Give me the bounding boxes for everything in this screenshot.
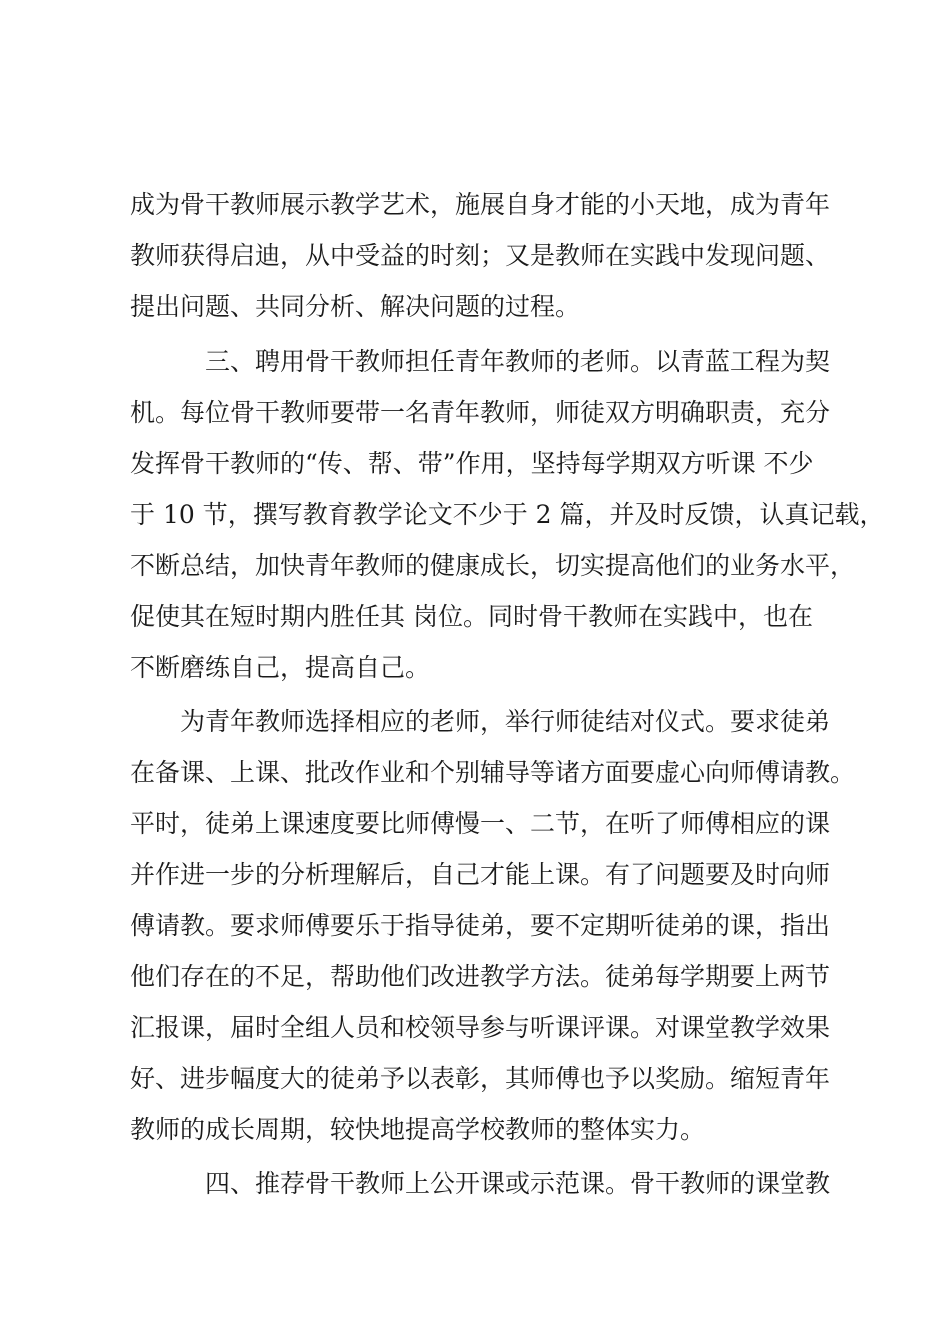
text-line: 傅请教。要求师傅要乐于指导徒弟，要不定期听徒弟的课，指出 xyxy=(130,911,831,940)
text-line: 不断磨练自己，提高自己。 xyxy=(130,653,431,682)
text-line: 他们存在的不足，帮助他们改进教学方法。徒弟每学期要上两节 xyxy=(130,962,831,991)
text-line: 成为骨干教师展示教学艺术，施展自身才能的小天地，成为青年 xyxy=(130,190,831,219)
text-line: 发挥骨干教师的“传、帮、带”作用，坚持每学期双方听课 不少 xyxy=(130,449,814,478)
text-line: 平时，徒弟上课速度要比师傅慢一、二节，在听了师傅相应的课 xyxy=(130,809,831,838)
text-line: 于 10 节，撰写教育教学论文不少于 2 篇，并及时反馈，认真记载， xyxy=(130,500,885,529)
text-line: 并作进一步的分析理解后，自己才能上课。有了问题要及时向师 xyxy=(130,860,831,889)
text-line: 提出问题、共同分析、解决问题的过程。 xyxy=(130,292,581,321)
text-line: 教师获得启迪，从中受益的时刻；又是教师在实践中发现问题、 xyxy=(130,241,831,270)
text-line: 机。每位骨干教师要带一名青年教师，师徒双方明确职责，充分 xyxy=(130,398,831,427)
text-line: 在备课、上课、批改作业和个别辅导等诸方面要虚心向师傅请教。 xyxy=(130,758,856,787)
text-line: 汇报课，届时全组人员和校领导参与听课评课。对课堂教学效果 xyxy=(130,1013,831,1042)
text-line: 教师的成长周期，较快地提高学校教师的整体实力。 xyxy=(130,1115,706,1144)
text-line: 促使其在短时期内胜任其 岗位。同时骨干教师在实践中，也在 xyxy=(130,602,813,631)
section-heading-line: 四、推荐骨干教师上公开课或示范课。骨干教师的课堂教 xyxy=(205,1169,831,1198)
paragraph-start-line: 为青年教师选择相应的老师，举行师徒结对仪式。要求徒弟 xyxy=(180,707,831,736)
text-line: 不断总结，加快青年教师的健康成长，切实提高他们的业务水平， xyxy=(130,551,856,580)
section-heading-line: 三、聘用骨干教师担任青年教师的老师。以青蓝工程为契 xyxy=(205,347,831,376)
text-line: 好、进步幅度大的徒弟予以表彰，其师傅也予以奖励。缩短青年 xyxy=(130,1064,831,1093)
